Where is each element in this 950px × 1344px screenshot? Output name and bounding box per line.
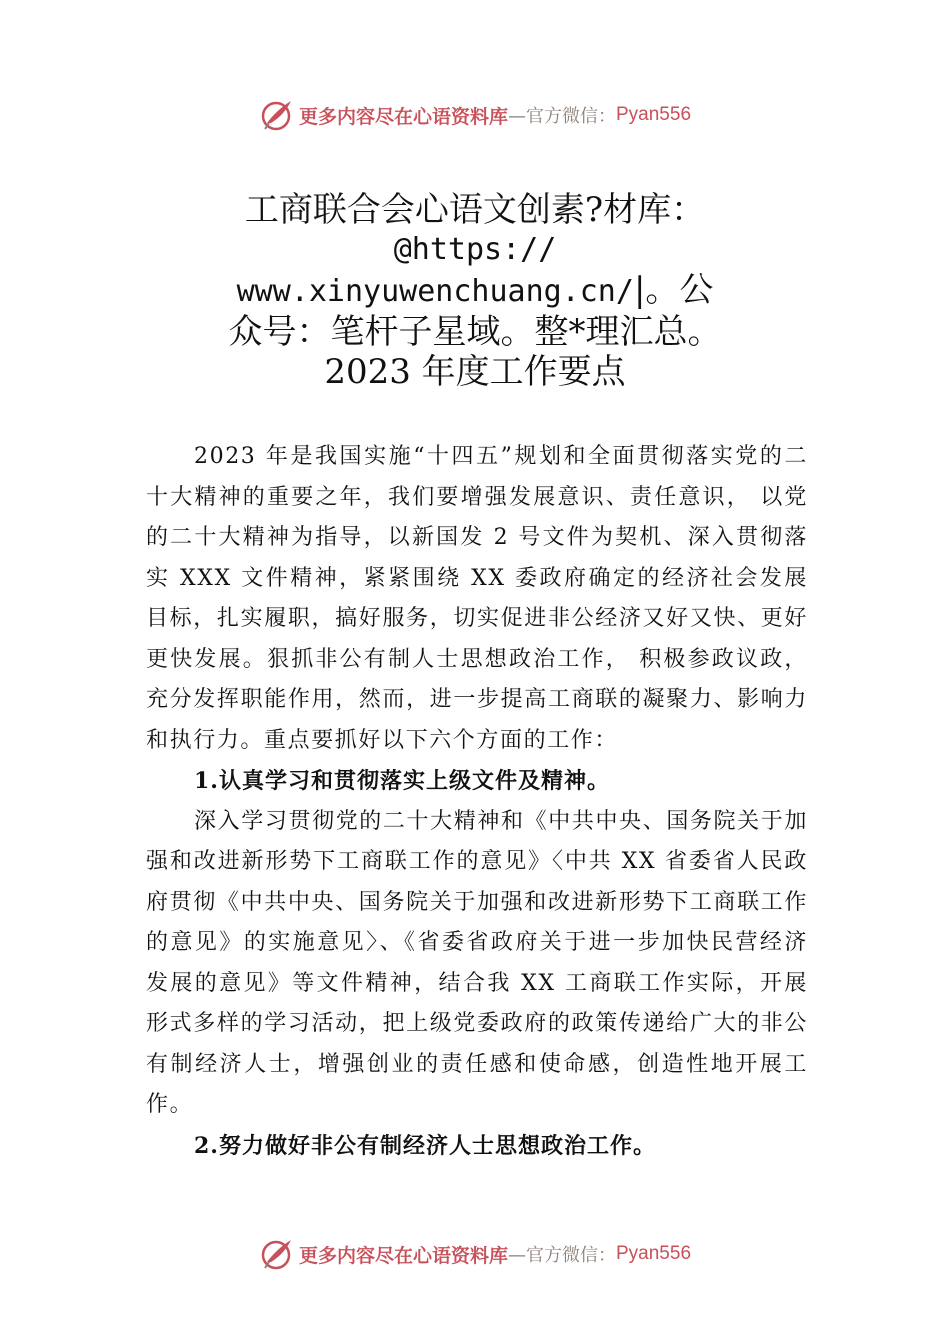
title-line-1: 工商联合会心语文创素?材库： bbox=[244, 190, 706, 230]
document-title bbox=[180, 190, 770, 392]
title-line-2: @https:// bbox=[393, 232, 557, 267]
section-2-heading: 2.努力做好非公有制经济人士思想政治工作。 bbox=[194, 1132, 656, 1159]
section-1-paragraph: 深入学习贯彻党的二十大精神和《中共中央、国务院关于加强和改进新形势下工商联工作的意见》〈中共 XX 省委省人民政府贯彻《中共中央、国务院关于加强和改进新形势下工商联工作的意见》的实施意见〉、《省委省政府关于进一步加快民营经济发展的意见》等文件精神，结合我 XX 工商联工作实际，开展形式多样的学习活动，把上级党委政府的政策传递给广大的非公有制经济人士，增强创业的责任感和使命感，创造性地开展工作。 bbox=[146, 808, 808, 1117]
quill-logo-icon bbox=[259, 97, 295, 133]
quill-logo-icon bbox=[259, 1236, 295, 1272]
watermark-grey-text: —官方微信： bbox=[508, 106, 616, 127]
watermark-banner-bottom bbox=[0, 1232, 950, 1276]
section-1-heading: 1.认真学习和贯彻落实上级文件及精神。 bbox=[194, 768, 610, 794]
title-line-4: 众号：笔杆子星域。整*理汇总。 bbox=[228, 312, 722, 352]
watermark-red-text: 更多内容尽在心语资料库 bbox=[298, 1244, 508, 1267]
watermark-red-text: 更多内容尽在心语资料库 bbox=[298, 105, 508, 128]
document-body bbox=[146, 437, 808, 1166]
watermark-banner-top bbox=[0, 93, 950, 137]
watermark-wechat-id: Pyan556 bbox=[616, 104, 692, 125]
watermark-wechat-id: Pyan556 bbox=[616, 1243, 692, 1264]
title-line-3 bbox=[180, 270, 770, 312]
watermark-grey-text: —官方微信： bbox=[508, 1245, 616, 1266]
title-url: www.xinyuwenchuang.cn/ bbox=[236, 274, 634, 309]
intro-paragraph: 2023 年是我国实施“十四五”规划和全面贯彻落实党的二十大精神的重要之年，我们要增强发展意识、责任意识， 以党的二十大精神为指导，以新国发 2 号文件为契机、深入贯彻落实 XXX 文件精神，紧紧围绕 XX 委政府确定的经济社会发展目标，扎实履职，搞好服务，切实促进非公经济又好又快、更好更快发展。狠抓非公有制人士思想政治工作， 积极参政议政，充分发挥职能作用，然而，进一步提高工商联的凝聚力、影响力和执行力。重点要抓好以下六个方面的工作： bbox=[146, 444, 808, 753]
title-line-5: 2023 年度工作要点 bbox=[324, 352, 626, 392]
title-line-3-rest: |。公 bbox=[633, 270, 714, 310]
